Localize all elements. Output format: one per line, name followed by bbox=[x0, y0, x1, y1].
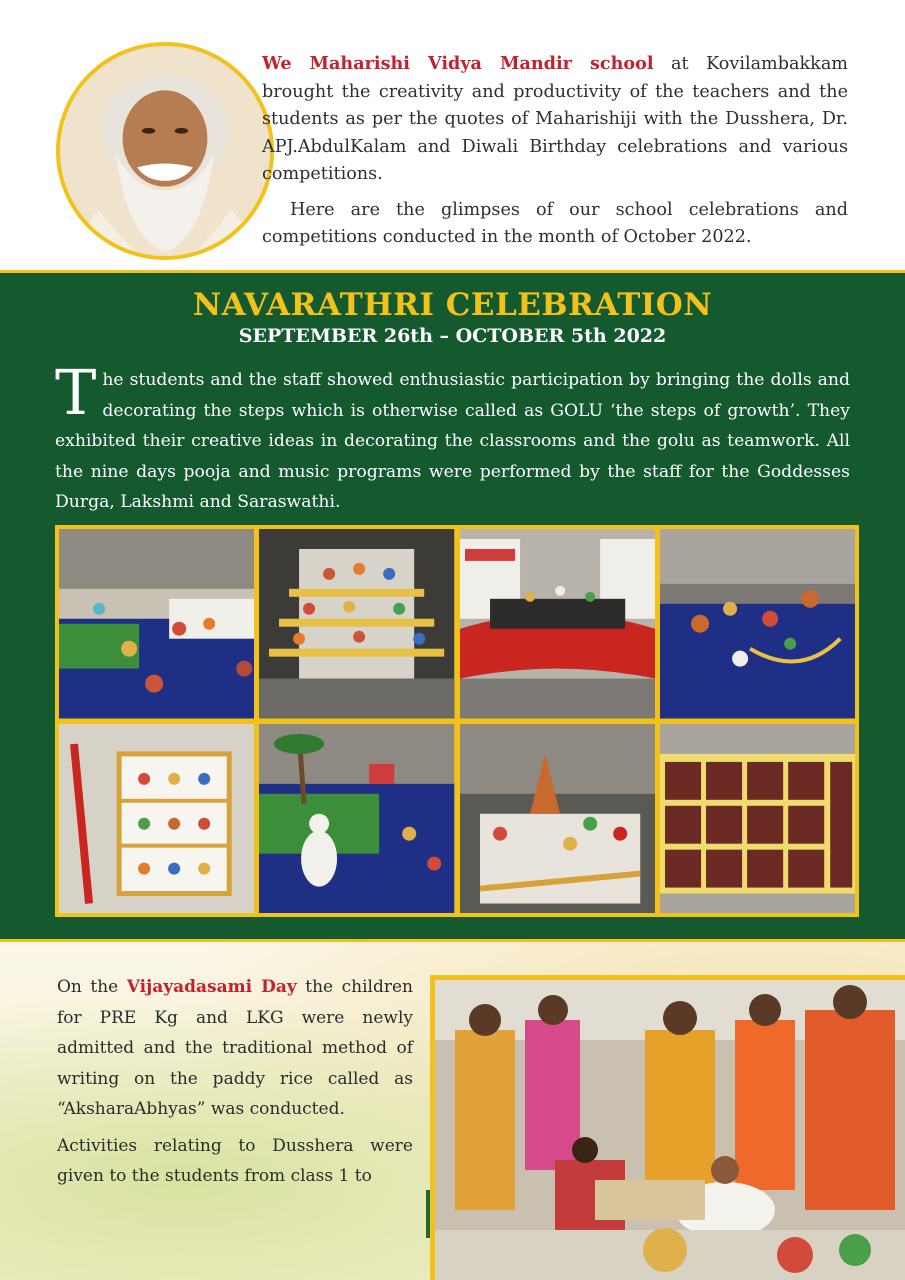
golu-photo-3-illustration bbox=[460, 529, 655, 719]
aksharaabhyas-photo bbox=[430, 975, 905, 1280]
golu-photo-3 bbox=[460, 529, 655, 719]
vijayadasami-section bbox=[0, 942, 905, 1280]
school-name: We Maharishi Vidya Mandir school bbox=[262, 53, 654, 74]
navarathri-section bbox=[0, 270, 905, 942]
founder-portrait-illustration bbox=[60, 46, 270, 256]
intro-section bbox=[0, 0, 905, 270]
intro-text bbox=[262, 50, 848, 252]
golu-photo-gallery bbox=[55, 525, 859, 917]
drop-cap: T bbox=[55, 356, 97, 429]
navarathri-title: NAVARATHRI CELEBRATION bbox=[192, 287, 713, 323]
golu-photo-5 bbox=[59, 724, 254, 914]
golu-photo-7 bbox=[460, 724, 655, 914]
golu-photo-8 bbox=[660, 724, 855, 914]
intro-paragraph-1-rest: at Kovilambakkam brought the creativity and productivity of the teachers and the students as per the quotes of Maharishiji with the Dusshera, Dr. APJ.AbdulKalam and Diwali Birthday celebrations and various competitions. bbox=[262, 54, 848, 184]
golu-photo-4-illustration bbox=[660, 529, 855, 719]
golu-photo-7-illustration bbox=[460, 724, 655, 914]
golu-photo-2-illustration bbox=[259, 529, 454, 719]
vijayadasami-lead: On the bbox=[57, 977, 127, 997]
golu-photo-8-illustration bbox=[660, 724, 855, 914]
vijayadasami-paragraph-1-rest: the children for PRE Kg and LKG were newly admitted and the traditional method of writing on the paddy rice called as “AksharaAbhyas” was conducted. bbox=[57, 977, 413, 1119]
golu-photo-1-illustration bbox=[59, 529, 254, 719]
aksharaabhyas-photo-illustration bbox=[435, 980, 905, 1280]
vijayadasami-paragraph-1 bbox=[57, 972, 413, 1125]
golu-photo-6 bbox=[259, 724, 454, 914]
golu-photo-5-illustration bbox=[59, 724, 254, 914]
golu-photo-1 bbox=[59, 529, 254, 719]
vijayadasami-paragraph-2: Activities relating to Dusshera were given to the students from class 1 to bbox=[57, 1135, 413, 1186]
intro-paragraph-2: Here are the glimpses of our school celebrations and competitions conducted in the month of October 2022. bbox=[262, 199, 848, 247]
golu-photo-2 bbox=[259, 529, 454, 719]
navarathri-body bbox=[55, 356, 850, 518]
navarathri-body-text: he students and the staff showed enthusiastic participation by bringing the dolls and decorating the steps which is otherwise called as GOLU ‘the steps of growth’. They exhibited their creative ideas in decorating the classrooms and the golu as teamwork. All the nine days pooja and music programs were performed by the staff for the Goddesses Durga, Lakshmi and Saraswathi. bbox=[55, 370, 850, 512]
navarathri-dates: SEPTEMBER 26th – OCTOBER 5th 2022 bbox=[238, 325, 667, 347]
vijayadasami-text bbox=[57, 972, 413, 1192]
golu-photo-6-illustration bbox=[259, 724, 454, 914]
intro-paragraph-1 bbox=[262, 50, 848, 189]
vijayadasami-highlight: Vijayadasami Day bbox=[126, 977, 297, 997]
golu-photo-4 bbox=[660, 529, 855, 719]
founder-portrait bbox=[56, 42, 274, 260]
